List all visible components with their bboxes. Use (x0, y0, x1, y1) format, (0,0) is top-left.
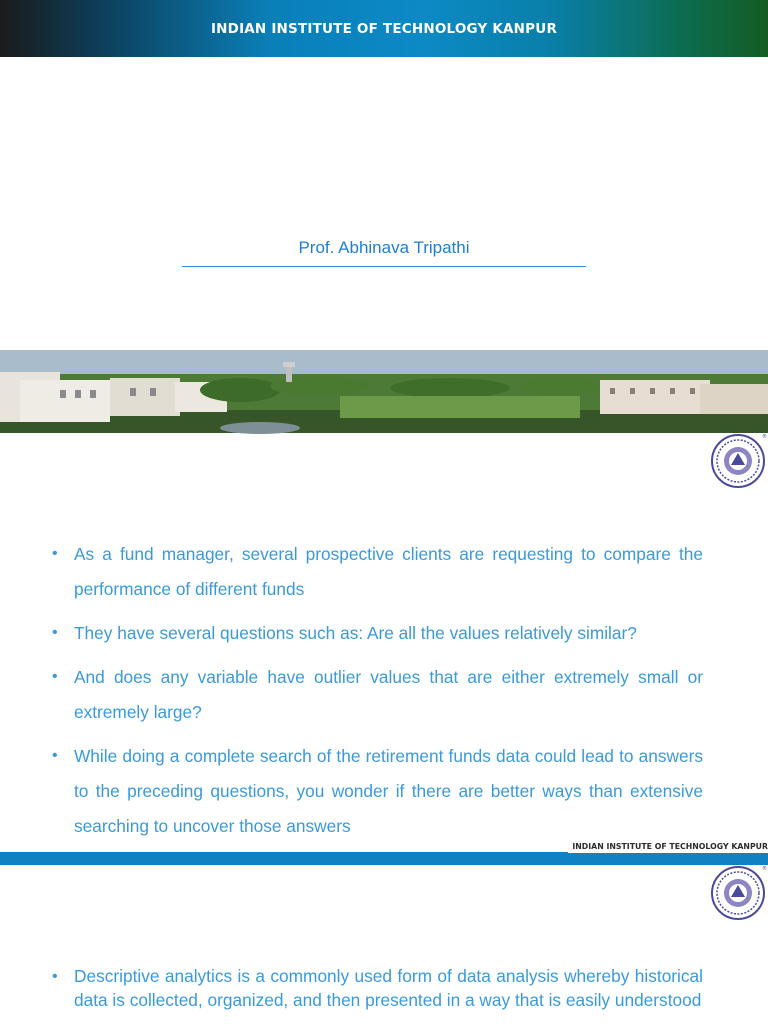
slide-footer-bar (0, 852, 768, 865)
iit-kanpur-logo-icon (709, 865, 765, 921)
bullet-item: • And does any variable have outlier values that are either extremely small or extremely large? (52, 660, 703, 730)
presenter-underline (182, 266, 586, 267)
slide-bullet-list (52, 537, 703, 853)
footer-institute-label: INDIAN INSTITUTE OF TECHNOLOGY KANPUR (568, 841, 768, 853)
bullet-item: • They have several questions such as: Are all the values relatively similar? (52, 616, 703, 651)
bullet-item: • As a fund manager, several prospective clients are requesting to compare the performance of different funds (52, 537, 703, 607)
campus-panorama-image (0, 350, 768, 433)
bullet-item: • Descriptive analytics is a commonly used form of data analysis whereby historical data is collected, organized, and then presented in a way that is easily understood (52, 965, 703, 1012)
bullet-item: • While doing a complete search of the retirement funds data could lead to answers to the preceding questions, you wonder if there are better ways than extensive searching to uncover those answers (52, 739, 703, 843)
iit-kanpur-logo-icon (709, 433, 765, 489)
svg-text:®: ® (762, 434, 767, 440)
institute-header-title: INDIAN INSTITUTE OF TECHNOLOGY KANPUR (210, 20, 558, 37)
presenter-name: Prof. Abhinava Tripathi (298, 238, 470, 257)
svg-text:®: ® (762, 866, 767, 872)
slide-bullet-list-2 (52, 965, 703, 1022)
institute-header-bar (0, 0, 768, 57)
